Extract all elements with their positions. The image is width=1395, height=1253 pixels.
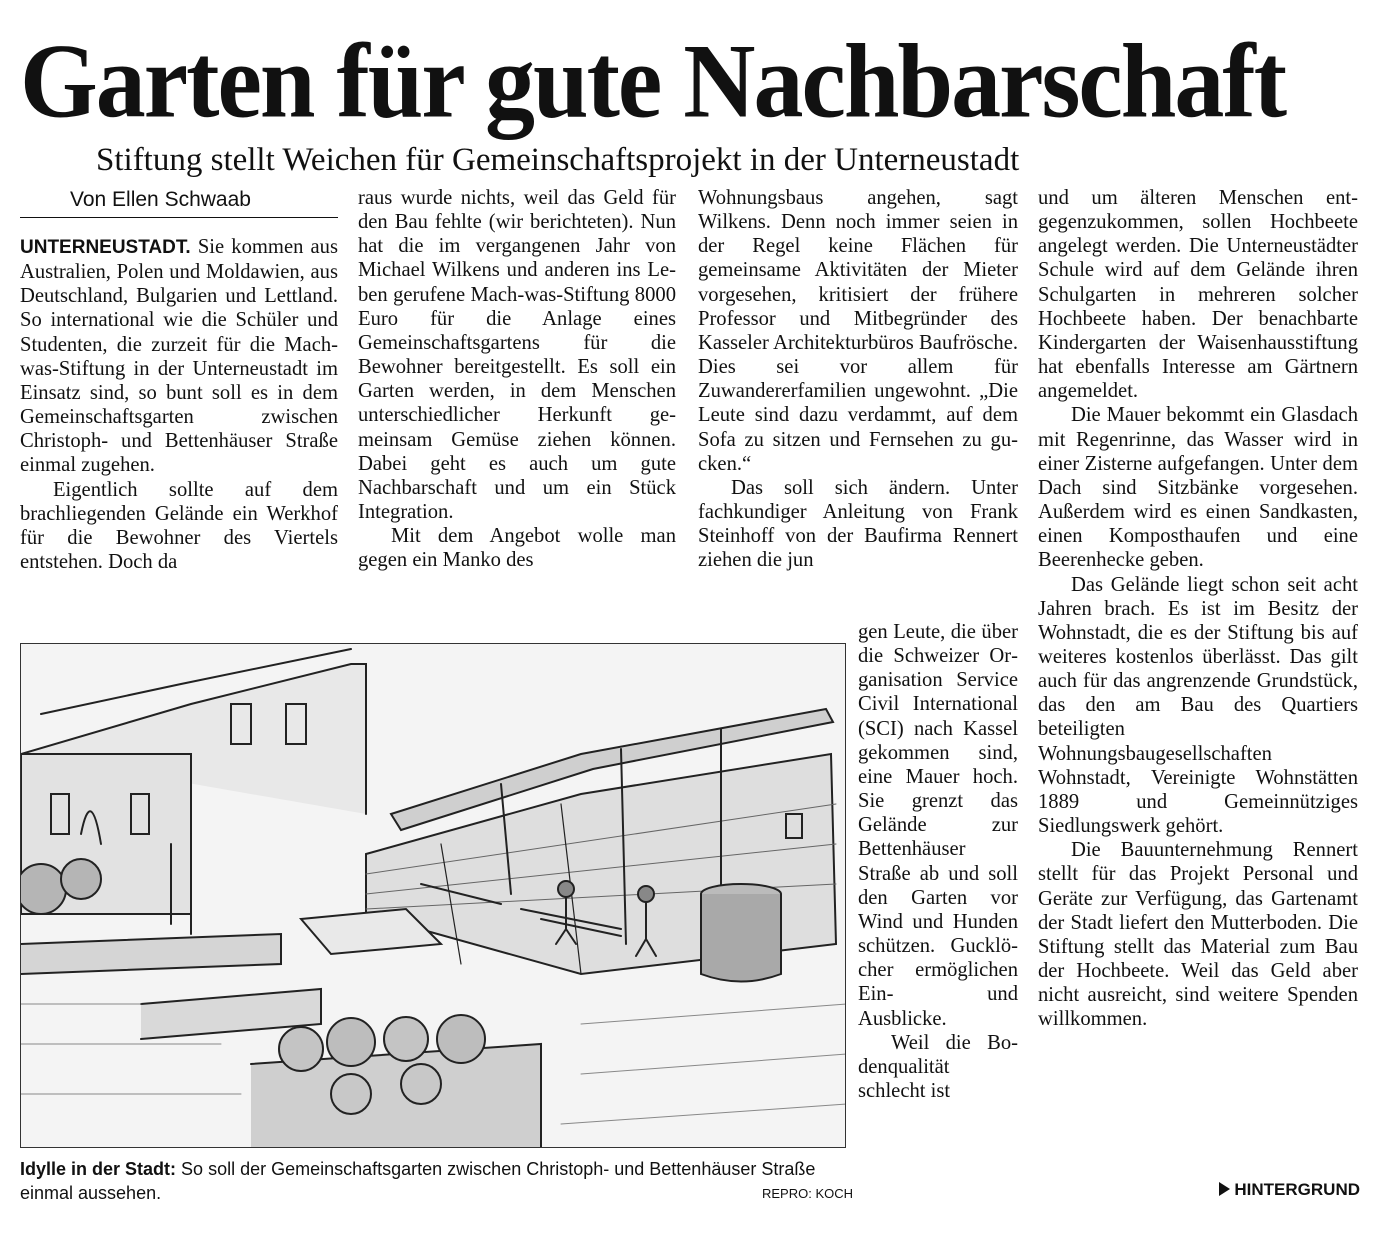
caption-text: So soll der Gemeinschaftsgarten zwischen Christoph- und Bettenhäuser Straße einmal aussehen.	[20, 1159, 816, 1203]
triangle-right-icon	[1219, 1182, 1230, 1196]
paragraph: Die Bauunternehmung Rennert stellt für das Projekt Personal und Geräte zur Verfügung, das Gartenamt der Stadt liefert den Mutterboden. Die Stiftung stellt das Material zum Bau der Hochbeete. Weil das Geld aber nicht ausreicht, sind weitere Spenden willkommen.	[1038, 839, 1358, 1031]
paragraph: und um älteren Menschen entgegenzukommen, sollen Hochbeete angelegt werden. Die Unterneustädter Schule wird auf dem Gelände ihren Schulgarten in mehreren solcher Hochbeete haben. Der benachbarte Kindergarten der Waisenhausstiftung hat ebenfalls Interesse am Gärtnern angemeldet.	[1038, 187, 1358, 403]
dateline: UNTERNEUSTADT.	[20, 237, 191, 258]
paragraph: raus wurde nichts, weil das Geld für den Bau fehlte (wir berichteten). Nun hat die im vergangenen Jahr von Michael Wilkens und anderen ins Leben gerufene Mach-was-Stiftung 8000 Euro für die Anlage eines Gemeinschaftsgartens für die Bewohner bereitgestellt. Es soll ein Garten werden, in dem Menschen unterschiedlicher Herkunft gemeinsam Gemüse ziehen können. Dabei geht es auch um gute Nachbarschaft und um ein Stück Integration.	[358, 187, 676, 524]
paragraph: Die Mauer bekommt ein Glasdach mit Regenrinne, das Wasser wird in einer Zisterne aufgefangen. Unter dem Dach sind Sitzbänke vorgesehen. Außerdem wird es einen Sandkasten, einen Komposthaufen und eine Beerenhecke geben.	[1038, 404, 1358, 572]
article-column-2	[358, 186, 676, 628]
article-column-3-continued	[858, 620, 1018, 1205]
article-column-1	[20, 235, 338, 630]
headline: Garten für gute Nachbarschaft	[20, 22, 1285, 140]
caption-lead: Idylle in der Stadt:	[20, 1159, 177, 1179]
article-column-4	[1038, 186, 1358, 1186]
article-column-3	[698, 186, 1018, 616]
paragraph	[20, 235, 338, 478]
photo-credit: REPRO: KOCH	[761, 1186, 853, 1201]
paragraph: Wohnungsbaus angehen, sagt Wilkens. Denn noch immer seien in der Regel keine Flächen für gemeinsame Aktivitäten der Mieter vorgesehen, kritisiert der frühere Professor und Mitbegründer des Kasseler Architekturbüros Baufrösche. Dies sei vor allem für Zuwandererfamilien ungewohnt. „Die Leute sind dazu verdammt, auf dem Sofa zu sitzen und Fernsehen zu gucken.“	[698, 187, 1018, 475]
paragraph: Weil die Bodenqualität schlecht ist	[858, 1031, 1018, 1102]
paragraph: Eigentlich sollte auf dem brachliegenden Gelände ein Werkhof für die Bewohner des Viertels entstehen. Doch da	[20, 478, 338, 574]
paragraph: Das Gelände liegt schon seit acht Jahren brach. Es ist im Besitz der Wohnstadt, die es der Stiftung bis auf weiteres kostenlos überlässt. Das gilt auch für das angrenzende Grundstück, das den am Bau des Quartiers beteiligten Wohnungsbaugesellschaften Wohnstadt, Vereinigte Wohnstätten 1889 und Gemeinnütziges Siedlungswerk gehört.	[1038, 573, 1358, 838]
garden-sketch-illustration	[20, 643, 846, 1148]
paragraph: Mit dem Angebot wolle man gegen ein Manko des	[358, 525, 676, 572]
reference-label: HINTERGRUND	[1234, 1180, 1360, 1199]
image-caption	[20, 1157, 850, 1209]
subheadline: Stiftung stellt Weichen für Gemeinschaftsprojekt in der Unterneustadt	[96, 142, 1020, 178]
byline-rule	[20, 217, 338, 218]
paragraph-text: Sie kommen aus Australien, Polen und Moldawien, aus Deutschland, Bulgarien und Lettland. So international wie die Schüler und Studenten, die zurzeit für die Mach-was-Stiftung in der Unterneustadt im Einsatz sind, so bunt soll es in dem Gemeinschaftsgarten zwischen Christoph- und Bettenhäuser Straße einmal zugehen.	[20, 236, 338, 477]
paragraph: gen Leute, die über die Schweizer Organisation Service Civil International (SCI) nach Kassel gekommen sind, eine Mauer hoch. Sie grenzt das Gelände zur Bettenhäuser Straße ab und soll den Garten vor Wind und Hunden schützen. Gucklöcher ermöglichen Ein- und Ausblicke.	[858, 621, 1018, 1030]
paragraph: Das soll sich ändern. Unter fachkundiger Anleitung von Frank Steinhoff von der Baufirma Rennert ziehen die jun	[698, 476, 1018, 572]
reference-hintergrund	[1180, 1178, 1360, 1202]
garden-sketch	[21, 644, 846, 1148]
byline: Von Ellen Schwaab	[70, 188, 251, 211]
